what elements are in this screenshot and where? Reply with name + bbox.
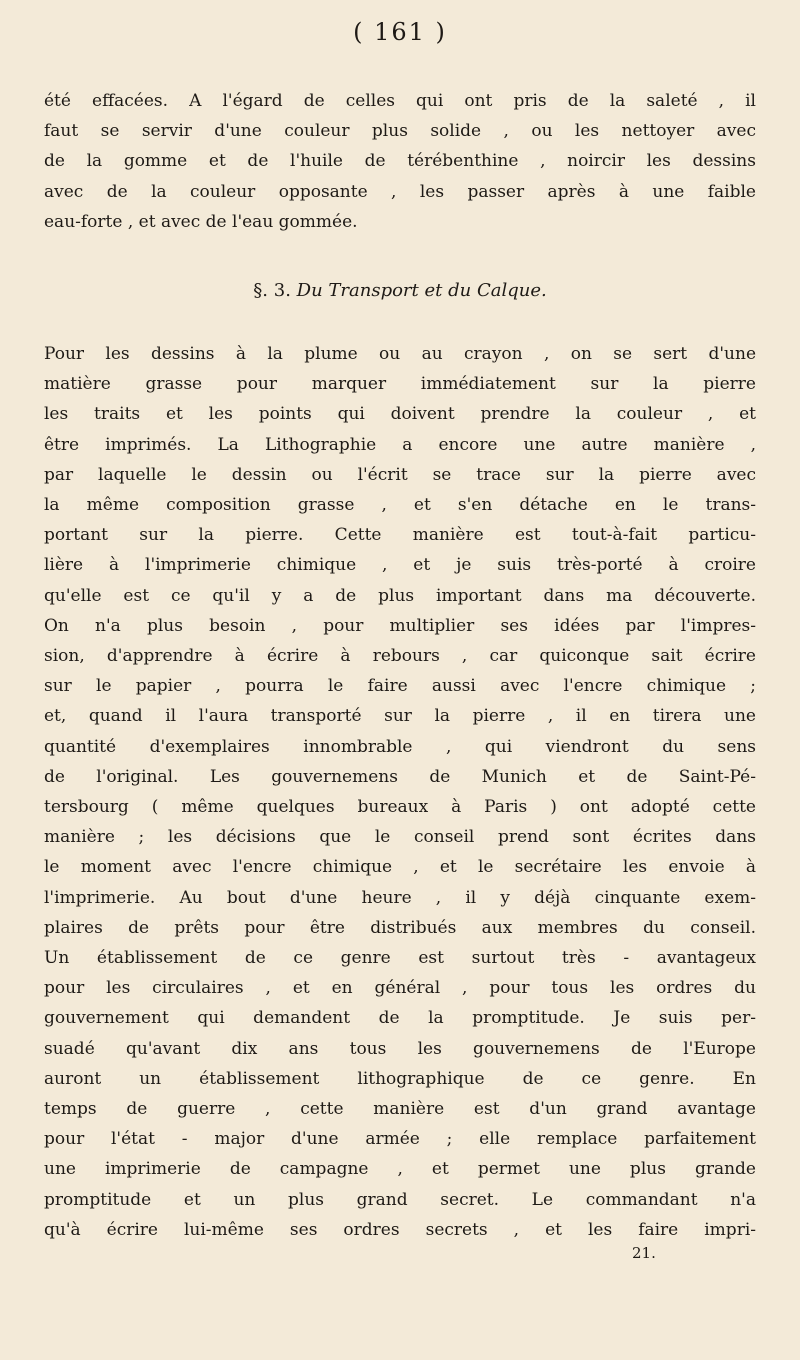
text-line: la même composition grasse , et s'en détache en le trans- [44,495,756,516]
text-line: auront un établissement lithographique de ce genre. En [44,1068,756,1089]
paragraph-continuation [44,86,756,237]
text-line: avec de la couleur opposante , les passer après à une faible [44,181,756,202]
text-line: être imprimés. La Lithographie a encore une autre manière , [44,434,756,455]
text-line: pour l'état - major d'une armée ; elle remplace parfaitement [44,1129,756,1150]
signature-mark: 21. [632,1244,656,1262]
text-line: faut se servir d'une couleur plus solide , ou les nettoyer avec [44,121,756,142]
text-line: gouvernement qui demandent de la promptitude. Je suis per- [44,1008,756,1029]
text-line: sur le papier , pourra le faire aussi avec l'encre chimique ; [44,676,756,697]
section-title-text: Du Transport et du Calque. [296,280,547,301]
text-line: pour les circulaires , et en général , pour tous les ordres du [44,978,756,999]
text-line: qu'elle est ce qu'il y a de plus important dans ma découverte. [44,585,756,606]
text-line: On n'a plus besoin , pour multiplier ses idées par l'impres- [44,615,756,636]
text-line: tersbourg ( même quelques bureaux à Paris ) ont adopté cette [44,797,756,818]
text-line: eau-forte , et avec de l'eau gommée. [44,211,358,232]
text-line: le moment avec l'encre chimique , et le secrétaire les envoie à [44,857,756,878]
text-line: lière à l'imprimerie chimique , et je suis très-porté à croire [44,555,756,576]
text-line: sion, d'apprendre à écrire à rebours , car quiconque sait écrire [44,646,756,667]
text-line: les traits et les points qui doivent prendre la couleur , et [44,404,756,425]
paragraph-transport [44,339,756,1245]
text-line: Un établissement de ce genre est surtout très - avantageux [44,948,756,969]
text-line: portant sur la pierre. Cette manière est tout-à-fait particu- [44,525,756,546]
text-line: suadé qu'avant dix ans tous les gouvernemens de l'Europe [44,1038,756,1059]
text-line: une imprimerie de campagne , et permet une plus grande [44,1159,756,1180]
text-line: de l'original. Les gouvernemens de Munich et de Saint-Pé- [44,766,756,787]
text-line: matière grasse pour marquer immédiatement sur la pierre [44,374,756,395]
text-line: de la gomme et de l'huile de térébenthine , noircir les dessins [44,151,756,172]
section-number: §. 3. [253,280,291,301]
text-line: et, quand il l'aura transporté sur la pierre , il en tirera une [44,706,756,727]
text-line: par laquelle le dessin ou l'écrit se trace sur la pierre avec [44,464,756,485]
section-heading [0,280,800,301]
page-number: ( 161 ) [353,18,447,46]
text-line: l'imprimerie. Au bout d'une heure , il y déjà cinquante exem- [44,887,756,908]
text-line: manière ; les décisions que le conseil prend sont écrites dans [44,827,756,848]
text-line: qu'à écrire lui-même ses ordres secrets , et les faire impri- [44,1219,756,1240]
text-line: quantité d'exemplaires innombrable , qui viendront du sens [44,736,756,757]
text-line: plaires de prêts pour être distribués aux membres du conseil. [44,917,756,938]
text-line: été effacées. A l'égard de celles qui ont pris de la saleté , il [44,91,756,111]
text-line: temps de guerre , cette manière est d'un grand avantage [44,1099,756,1120]
text-line: promptitude et un plus grand secret. Le commandant n'a [44,1189,756,1210]
text-line: Pour les dessins à la plume ou au crayon , on se sert d'une [44,344,756,364]
